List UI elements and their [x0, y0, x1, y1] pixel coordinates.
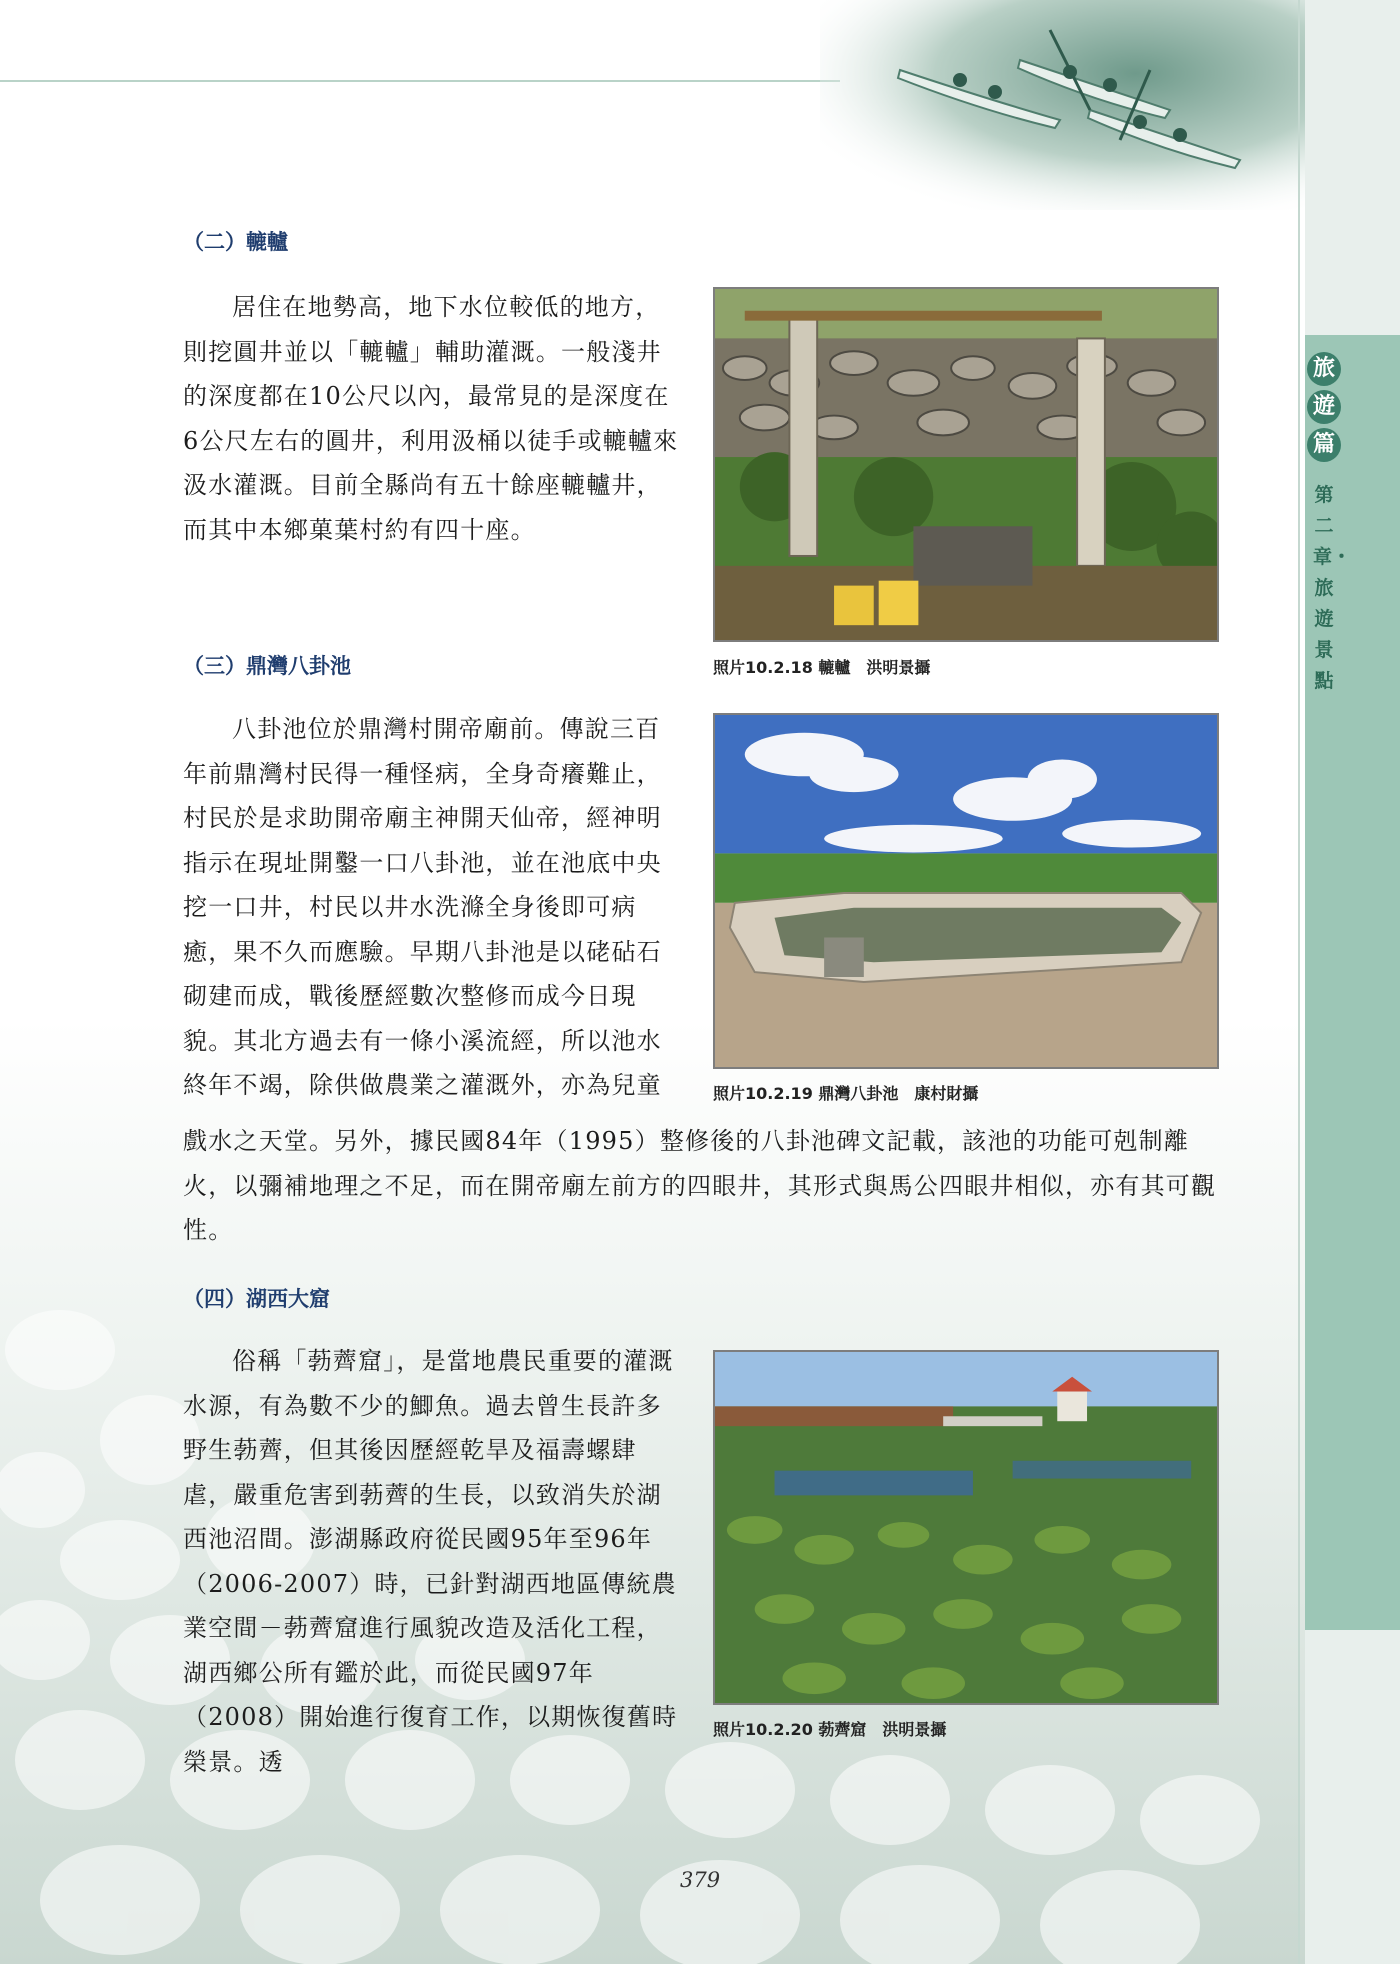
- photo-bagua-pond: [713, 713, 1219, 1069]
- photo-caption-3: 照片10.2.20 葧薺窟 洪明景攝: [713, 1720, 947, 1739]
- section-2-paragraph: 居住在地勢高，地下水位較低的地方，則挖圓井並以「轆轤」輔助灌溉。一般淺井的深度都在10公尺以內，最常見的是深度在6公尺左右的圓井，利用汲桶以徒手或轆轤來汲水灌溉。目前全縣尚有五十餘座轆轤井，而其中本鄉菓葉村約有四十座。: [183, 293, 679, 544]
- photo-caption-1: 照片10.2.18 轆轤 洪明景攝: [713, 658, 931, 677]
- page-number: 379: [680, 1868, 721, 1892]
- side-divider-line: [1298, 0, 1300, 1964]
- section-heading-2: （二）轆轤: [183, 229, 288, 254]
- section-heading-3: （三）鼎灣八卦池: [183, 653, 351, 678]
- part-title-char: 旅: [1307, 352, 1341, 386]
- section-heading-4: （四）湖西大窟: [183, 1286, 330, 1311]
- header-rule: [0, 80, 840, 82]
- part-title-char: 篇: [1307, 428, 1341, 462]
- section-4-paragraph: 俗稱「葧薺窟」，是當地農民重要的灌溉水源，有為數不少的鯽魚。過去曾生長許多野生葧薺，但其後因歷經乾旱及福壽螺肆虐，嚴重危害到葧薺的生長，以致消失於湖西池沼間。澎湖縣政府從民國95年至96年（2006-2007）時，已針對湖西地區傳統農業空間－葧薺窟進行風貌改造及活化工程，湖西鄉公所有鑑於此，而從民國97年（2008）開始進行復育工作，以期恢復舊時榮景。透: [183, 1347, 678, 1776]
- section-3-paragraph: 八卦池位於鼎灣村開帝廟前。傳說三百年前鼎灣村民得一種怪病，全身奇癢難止，村民於是求助開帝廟主神開天仙帝，經神明指示在現址開鑿一口八卦池，並在池底中央挖一口井，村民以井水洗滌全身後即可病癒，果不久而應驗。早期八卦池是以硓砧石砌建而成，戰後歷經數次整修而成今日現貌。其北方過去有一條小溪流經，所以池水終年不竭，除供做農業之灌溉外，亦為兒童: [183, 715, 662, 1099]
- kayak-header-image: [820, 0, 1305, 210]
- photo-caption-2: 照片10.2.19 鼎灣八卦池 康村財攝: [713, 1084, 979, 1103]
- part-title-char: 遊: [1307, 390, 1341, 424]
- chapter-title: 第二章・旅遊景點: [1313, 484, 1352, 692]
- part-title: [1307, 352, 1343, 466]
- section-3-paragraph-continued: 戲水之天堂。另外，據民國84年（1995）整修後的八卦池碑文記載，該池的功能可剋制離火，以彌補地理之不足，而在開帝廟左前方的四眼井，其形式與馬公四眼井相似，亦有其可觀性。: [183, 1127, 1217, 1244]
- photo-water-chestnut-pond: [713, 1350, 1219, 1705]
- photo-windlass-well: [713, 287, 1219, 642]
